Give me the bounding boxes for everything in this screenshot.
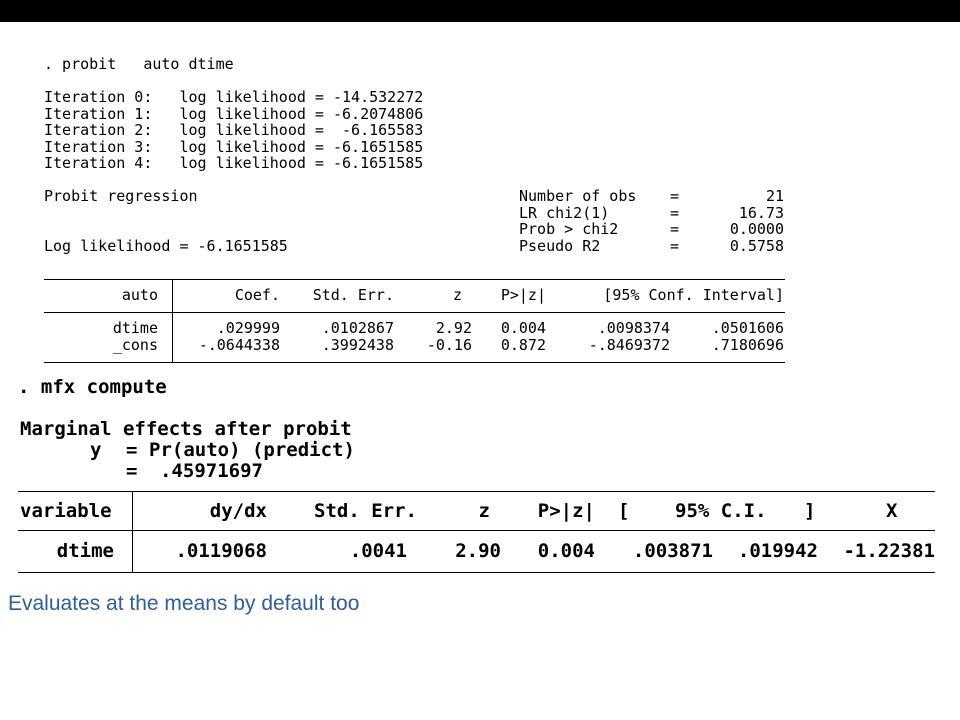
mfx-cell: 2.90 bbox=[455, 540, 501, 562]
stat-label: LR chi2(1) bbox=[519, 203, 610, 222]
mfx-column-divider bbox=[132, 491, 133, 573]
table-rule-top bbox=[44, 279, 785, 280]
probit-command: . probit auto dtime bbox=[44, 55, 234, 73]
stat-eq: = bbox=[670, 187, 680, 205]
mfx-cell: 0.004 bbox=[537, 540, 595, 562]
table-cell: .0102867 bbox=[321, 319, 394, 337]
table-cell: .0098374 bbox=[597, 319, 670, 337]
mfx-title: Marginal effects after probit bbox=[20, 418, 352, 440]
mfx-header-x: X bbox=[886, 500, 898, 522]
mfx-header-bracket-open: [ bbox=[618, 500, 630, 522]
mfx-rule-bottom bbox=[18, 572, 935, 573]
stat-label: Pseudo R2 bbox=[519, 236, 601, 255]
mfx-cell: .019942 bbox=[737, 540, 818, 562]
iteration-line: Iteration 3: log likelihood = -6.1651585 bbox=[44, 137, 424, 156]
mfx-header-ci: 95% C.I. bbox=[675, 500, 767, 522]
header-coef: Coef. bbox=[234, 286, 280, 304]
mfx-y-label: y bbox=[90, 439, 102, 461]
mfx-prediction-value: .45971697 bbox=[160, 460, 263, 482]
stat-value: 16.73 bbox=[738, 203, 784, 222]
mfx-rule-mid bbox=[18, 530, 935, 531]
stat-label: Number of obs bbox=[519, 187, 637, 205]
stat-value: 21 bbox=[765, 187, 784, 205]
mfx-command: . mfx compute bbox=[18, 376, 167, 398]
table-cell: -0.16 bbox=[426, 336, 472, 354]
table-cell: 2.92 bbox=[435, 319, 472, 337]
mfx-cell: dtime bbox=[56, 540, 114, 562]
mfx-header-bracket-close: ] bbox=[804, 500, 816, 522]
mfx-y-value: Pr(auto) (predict) bbox=[149, 439, 355, 461]
stat-eq: = bbox=[670, 203, 680, 222]
mfx-header-p: P>|z| bbox=[537, 500, 595, 522]
table-cell: dtime bbox=[112, 319, 158, 337]
stat-label: Prob > chi2 bbox=[519, 220, 619, 238]
header-conf-interval: [95% Conf. Interval] bbox=[603, 286, 784, 304]
stat-value: 0.5758 bbox=[729, 236, 784, 255]
iteration-line: Iteration 0: log likelihood = -14.532272 bbox=[44, 88, 424, 106]
table-cell: 0.872 bbox=[500, 336, 546, 354]
model-title: Probit regression bbox=[44, 187, 198, 205]
header-auto: auto bbox=[121, 286, 158, 304]
table-column-divider bbox=[172, 279, 173, 363]
table-rule-bottom bbox=[44, 362, 785, 363]
mfx-y-eq: = bbox=[126, 439, 138, 461]
header-p: P>|z| bbox=[500, 286, 546, 304]
mfx-cell: .0041 bbox=[349, 540, 407, 562]
mfx-rule-top bbox=[18, 491, 935, 492]
top-black-bar bbox=[0, 0, 960, 22]
mfx-cell: .0119068 bbox=[175, 540, 267, 562]
mfx-cell: .003871 bbox=[632, 540, 713, 562]
iteration-line: Iteration 4: log likelihood = -6.1651585 bbox=[44, 154, 424, 172]
mfx-header-dydx: dy/dx bbox=[209, 500, 267, 522]
table-cell: .029999 bbox=[216, 319, 280, 337]
stat-value: 0.0000 bbox=[729, 220, 784, 238]
mfx-header-z: z bbox=[478, 500, 490, 522]
caption-note: Evaluates at the means by default too bbox=[8, 592, 360, 615]
log-likelihood: Log likelihood = -6.1651585 bbox=[44, 236, 288, 255]
table-cell: _cons bbox=[112, 336, 158, 354]
mfx-header-std-err: Std. Err. bbox=[314, 500, 417, 522]
iteration-line: Iteration 2: log likelihood = -6.165583 bbox=[44, 121, 424, 139]
header-std-err: Std. Err. bbox=[312, 286, 394, 304]
table-rule-mid bbox=[44, 312, 785, 313]
table-cell: .0501606 bbox=[711, 319, 784, 337]
iteration-line: Iteration 1: log likelihood = -6.2074806 bbox=[44, 104, 424, 123]
mfx-header-variable: variable bbox=[20, 500, 112, 522]
mfx-cell: -1.22381 bbox=[843, 540, 935, 562]
table-cell: -.0644338 bbox=[198, 336, 280, 354]
stat-eq: = bbox=[670, 236, 680, 255]
table-cell: -.8469372 bbox=[588, 336, 670, 354]
stat-eq: = bbox=[670, 220, 680, 238]
table-cell: 0.004 bbox=[500, 319, 546, 337]
table-cell: .7180696 bbox=[711, 336, 784, 354]
table-cell: .3992438 bbox=[321, 336, 394, 354]
header-z: z bbox=[452, 286, 462, 304]
mfx-eq: = bbox=[126, 460, 138, 482]
